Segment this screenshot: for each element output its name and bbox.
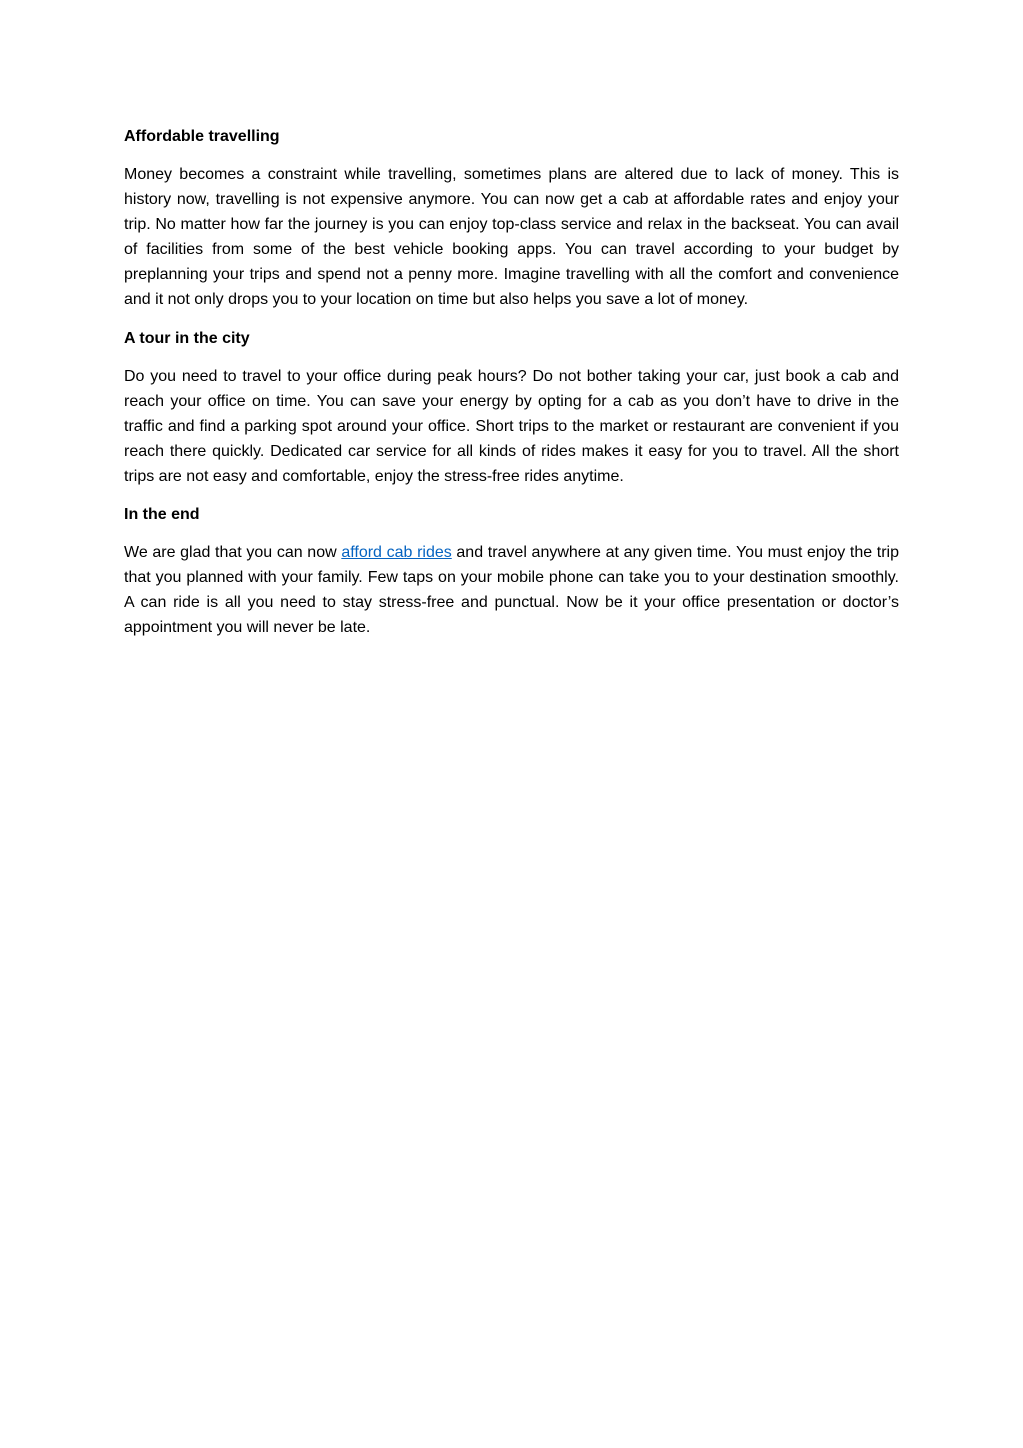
document-page — [124, 124, 899, 653]
body-text-before-link: We are glad that you can now — [124, 544, 342, 562]
section-body-tour-in-city: Do you need to travel to your office during peak hours? Do not bother taking your car, just book a cab and reach your office on time. You can save your energy by opting for a cab as you don’t have to drive in the traffic and find a parking spot around your office. Short trips to the market or restaurant are convenient if you reach there quickly. Dedicated car service for all kinds of rides makes it easy for you to travel. All the short trips are not easy and comfortable, enjoy the stress-free rides anytime. — [124, 367, 899, 485]
section-body-in-the-end — [124, 540, 899, 640]
section-heading-tour-in-city: A tour in the city — [124, 329, 250, 347]
body-text-after-link: and travel anywhere at any given time. You must enjoy the trip that you planned with your family. Few taps on your mobile phone can take you to your destination smoothly. A can ride is all you need to stay stress-free and punctual. Now be it your office presentation or doctor’s appointment you will never be late. — [124, 544, 899, 637]
section-body-affordable-travelling: Money becomes a constraint while travelling, sometimes plans are altered due to lack of money. This is history now, travelling is not expensive anymore. You can now get a cab at affordable rates and enjoy your trip. No matter how far the journey is you can enjoy top-class service and relax in the backseat. You can avail of facilities from some of the best vehicle booking apps. You can travel according to your budget by preplanning your trips and spend not a penny more. Imagine travelling with all the comfort and convenience and it not only drops you to your location on time but also helps you save a lot of money. — [124, 166, 899, 309]
section-heading-affordable-travelling: Affordable travelling — [124, 128, 280, 145]
section-heading-in-the-end: In the end — [124, 506, 200, 524]
afford-cab-rides-link[interactable]: afford cab rides — [341, 544, 452, 562]
